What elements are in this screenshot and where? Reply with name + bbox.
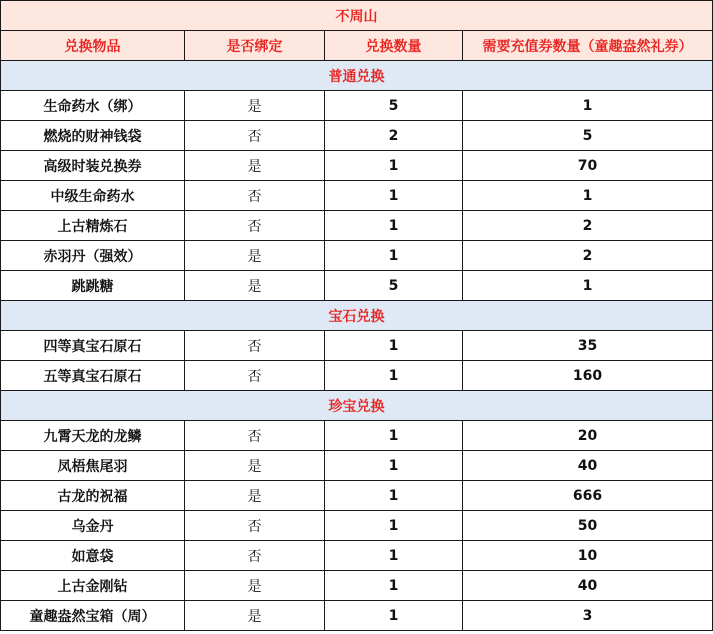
table-row bbox=[1, 331, 713, 361]
quantity-cell: 1 bbox=[325, 241, 463, 271]
bound-cell: 是 bbox=[185, 151, 325, 181]
quantity-cell: 1 bbox=[325, 601, 463, 631]
cost-cell: 1 bbox=[463, 181, 713, 211]
header-cost: 需要充值券数量（童趣盎然礼券） bbox=[463, 31, 713, 61]
item-name-cell: 生命药水（绑） bbox=[1, 91, 185, 121]
table-row bbox=[1, 541, 713, 571]
cost-cell: 35 bbox=[463, 331, 713, 361]
quantity-cell: 1 bbox=[325, 331, 463, 361]
cost-cell: 5 bbox=[463, 121, 713, 151]
header-item: 兑换物品 bbox=[1, 31, 185, 61]
item-name-cell: 跳跳糖 bbox=[1, 271, 185, 301]
quantity-cell: 5 bbox=[325, 271, 463, 301]
header-bound: 是否绑定 bbox=[185, 31, 325, 61]
table-row bbox=[1, 121, 713, 151]
quantity-cell: 1 bbox=[325, 481, 463, 511]
cost-cell: 70 bbox=[463, 151, 713, 181]
quantity-cell: 5 bbox=[325, 91, 463, 121]
table-row bbox=[1, 241, 713, 271]
quantity-cell: 1 bbox=[325, 541, 463, 571]
table-row bbox=[1, 271, 713, 301]
table-row bbox=[1, 481, 713, 511]
item-name-cell: 如意袋 bbox=[1, 541, 185, 571]
bound-cell: 是 bbox=[185, 91, 325, 121]
bound-cell: 否 bbox=[185, 511, 325, 541]
item-name-cell: 乌金丹 bbox=[1, 511, 185, 541]
item-name-cell: 五等真宝石原石 bbox=[1, 361, 185, 391]
cost-cell: 50 bbox=[463, 511, 713, 541]
table-row bbox=[1, 181, 713, 211]
bound-cell: 是 bbox=[185, 601, 325, 631]
item-name-cell: 中级生命药水 bbox=[1, 181, 185, 211]
quantity-cell: 1 bbox=[325, 361, 463, 391]
quantity-cell: 1 bbox=[325, 571, 463, 601]
cost-cell: 40 bbox=[463, 451, 713, 481]
bound-cell: 否 bbox=[185, 421, 325, 451]
bound-cell: 是 bbox=[185, 451, 325, 481]
quantity-cell: 1 bbox=[325, 181, 463, 211]
item-name-cell: 古龙的祝福 bbox=[1, 481, 185, 511]
item-name-cell: 四等真宝石原石 bbox=[1, 331, 185, 361]
item-name-cell: 凤梧焦尾羽 bbox=[1, 451, 185, 481]
section-title: 宝石兑换 bbox=[1, 301, 713, 331]
quantity-cell: 1 bbox=[325, 511, 463, 541]
title-row bbox=[1, 1, 713, 31]
table-row bbox=[1, 511, 713, 541]
table-row bbox=[1, 601, 713, 631]
item-name-cell: 赤羽丹（强效） bbox=[1, 241, 185, 271]
bound-cell: 是 bbox=[185, 241, 325, 271]
bound-cell: 否 bbox=[185, 331, 325, 361]
bound-cell: 否 bbox=[185, 541, 325, 571]
section-row bbox=[1, 391, 713, 421]
table-row bbox=[1, 571, 713, 601]
cost-cell: 160 bbox=[463, 361, 713, 391]
table-body bbox=[1, 61, 713, 631]
bound-cell: 否 bbox=[185, 361, 325, 391]
bound-cell: 否 bbox=[185, 211, 325, 241]
cost-cell: 1 bbox=[463, 271, 713, 301]
cost-cell: 2 bbox=[463, 241, 713, 271]
table-row bbox=[1, 361, 713, 391]
bound-cell: 否 bbox=[185, 181, 325, 211]
quantity-cell: 1 bbox=[325, 211, 463, 241]
section-row bbox=[1, 301, 713, 331]
bound-cell: 是 bbox=[185, 271, 325, 301]
quantity-cell: 1 bbox=[325, 451, 463, 481]
cost-cell: 2 bbox=[463, 211, 713, 241]
bound-cell: 是 bbox=[185, 571, 325, 601]
cost-cell: 666 bbox=[463, 481, 713, 511]
item-name-cell: 高级时装兑换券 bbox=[1, 151, 185, 181]
table-row bbox=[1, 451, 713, 481]
quantity-cell: 2 bbox=[325, 121, 463, 151]
header-row bbox=[1, 31, 713, 61]
cost-cell: 10 bbox=[463, 541, 713, 571]
bound-cell: 是 bbox=[185, 481, 325, 511]
cost-cell: 20 bbox=[463, 421, 713, 451]
header-quantity: 兑换数量 bbox=[325, 31, 463, 61]
table-row bbox=[1, 151, 713, 181]
cost-cell: 3 bbox=[463, 601, 713, 631]
section-title: 普通兑换 bbox=[1, 61, 713, 91]
quantity-cell: 1 bbox=[325, 421, 463, 451]
item-name-cell: 燃烧的财神钱袋 bbox=[1, 121, 185, 151]
item-name-cell: 童趣盎然宝箱（周） bbox=[1, 601, 185, 631]
item-name-cell: 上古精炼石 bbox=[1, 211, 185, 241]
cost-cell: 40 bbox=[463, 571, 713, 601]
item-name-cell: 九霄天龙的龙鳞 bbox=[1, 421, 185, 451]
item-name-cell: 上古金刚钻 bbox=[1, 571, 185, 601]
section-title: 珍宝兑换 bbox=[1, 391, 713, 421]
table-title: 不周山 bbox=[1, 1, 713, 31]
table-row bbox=[1, 91, 713, 121]
table-row bbox=[1, 421, 713, 451]
bound-cell: 否 bbox=[185, 121, 325, 151]
section-row bbox=[1, 61, 713, 91]
quantity-cell: 1 bbox=[325, 151, 463, 181]
table-row bbox=[1, 211, 713, 241]
cost-cell: 1 bbox=[463, 91, 713, 121]
